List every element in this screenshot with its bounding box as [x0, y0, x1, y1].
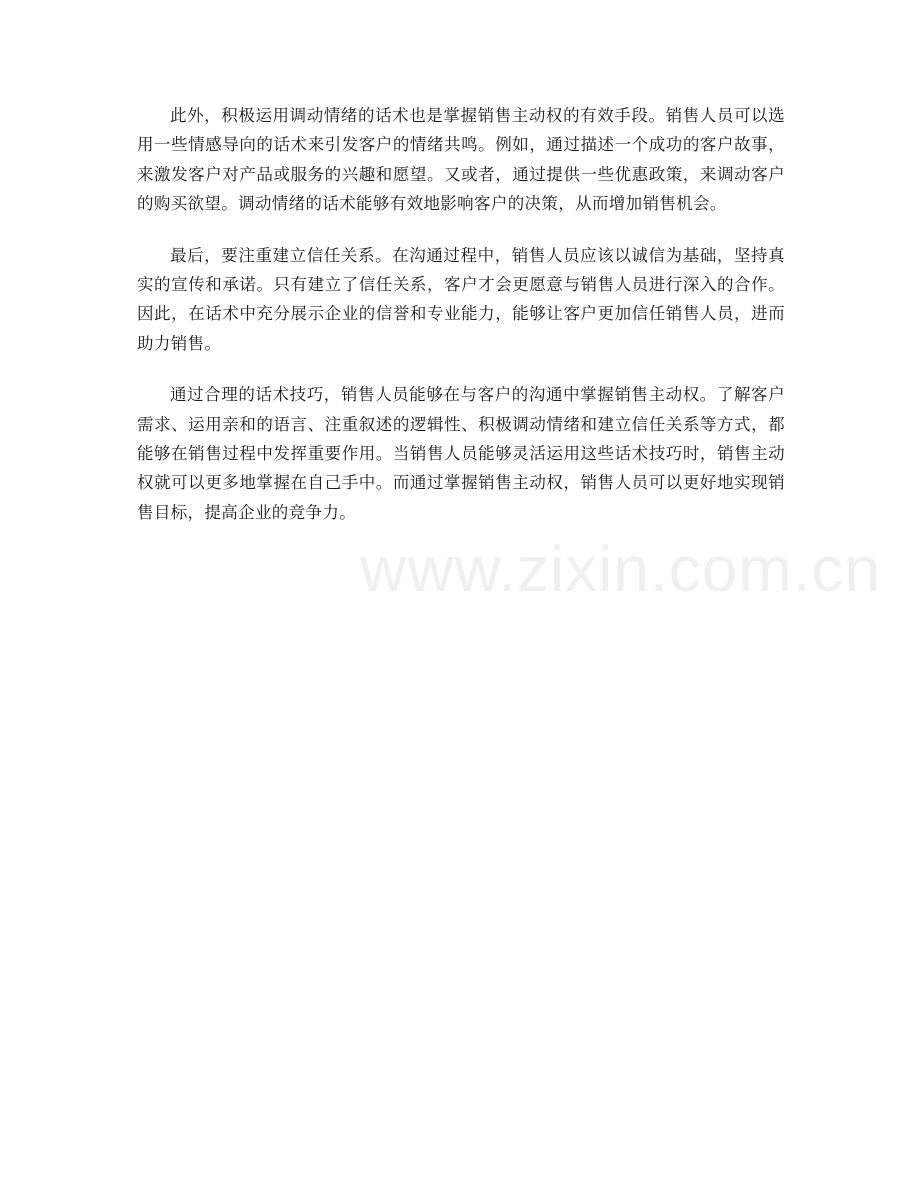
paragraph-conclusion: 通过合理的话术技巧，销售人员能够在与客户的沟通中掌握销售主动权。了解客户需求、运用亲和的语言、注重叙述的逻辑性、积极调动情绪和建立信任关系等方式，都能够在销售过程中发挥重要作用。当销售人员能够灵活运用这些话术技巧时，销售主动权就可以更多地掌握在自己手中。而通过掌握销售主动权，销售人员可以更好地实现销售目标，提高企业的竞争力。 [137, 385, 785, 522]
paragraph-trust: 最后，要注重建立信任关系。在沟通过程中，销售人员应该以诚信为基础，坚持真实的宣传和承诺。只有建立了信任关系，客户才会更愿意与销售人员进行深入的合作。因此，在话术中充分展示企业的信誉和专业能力，能够让客户更加信任销售人员，进而助力销售。 [137, 245, 785, 353]
document-body [137, 101, 785, 549]
watermark: www.zixin.com.cn [360, 533, 881, 605]
paragraph-emotion: 此外，积极运用调动情绪的话术也是掌握销售主动权的有效手段。销售人员可以选用一些情感导向的话术来引发客户的情绪共鸣。例如，通过描述一个成功的客户故事，来激发客户对产品或服务的兴趣和愿望。又或者，通过提供一些优惠政策，来调动客户的购买欲望。调动情绪的话术能够有效地影响客户的决策，从而增加销售机会。 [137, 106, 785, 214]
